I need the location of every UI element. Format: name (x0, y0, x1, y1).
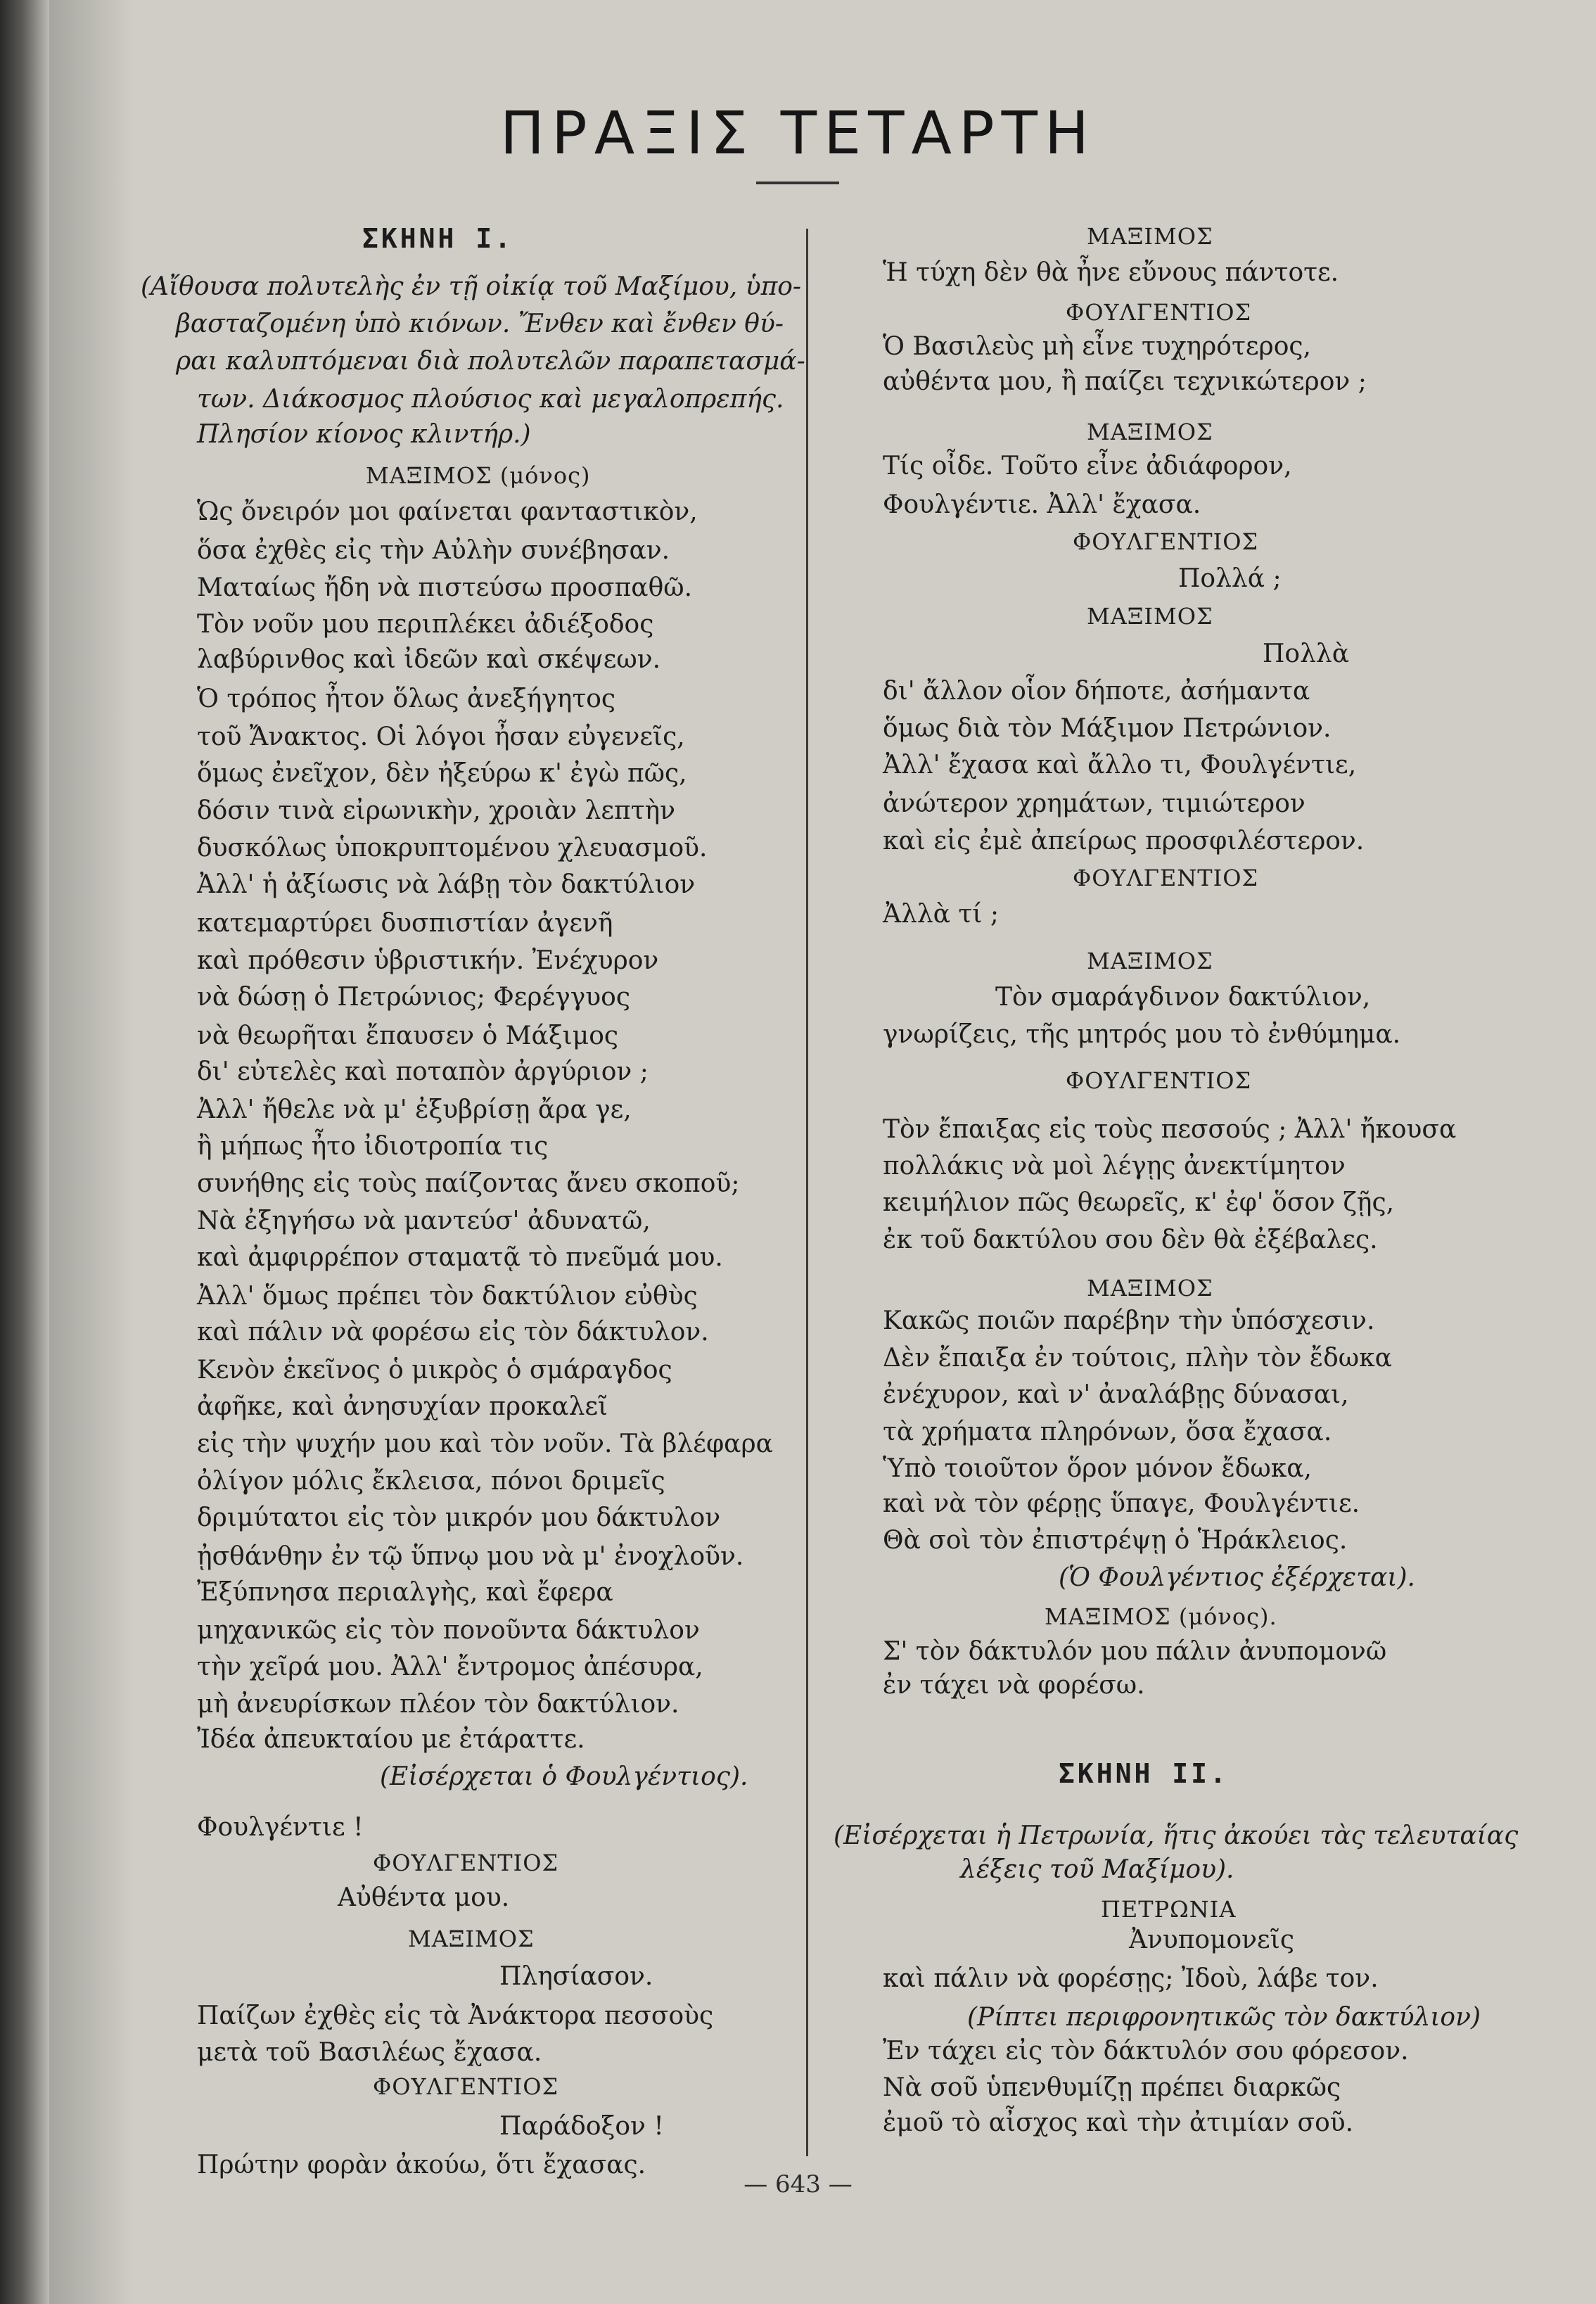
verse-line: Νὰ σοῦ ὑπενθυμίζῃ πρέπει διαρκῶς (883, 2073, 1341, 2102)
verse-line: Ἐξύπνησα περιαλγὴς, καὶ ἔφερα (197, 1578, 613, 1607)
verse-line: Ματαίως ἤδη νὰ πιστεύσω προσπαθῶ. (197, 573, 693, 602)
speaker-name: ΜΑΞΙΜΟΣ (1087, 223, 1213, 250)
verse-line: ἐν τάχει νὰ φορέσω. (883, 1671, 1145, 1700)
speaker-name: ΜΑΞΙΜΟΣ (1087, 419, 1213, 445)
verse-line: Ἀλλ' ἔχασα καὶ ἄλλο τι, Φουλγέντιε, (883, 751, 1357, 779)
verse-line: Ἀλλὰ τί ; (883, 900, 999, 929)
verse-line: Τὸν σμαράγδινον δακτύλιον, (995, 983, 1371, 1012)
speaker-name: ΜΑΞΙΜΟΣ (1087, 948, 1213, 974)
speaker-name: ΦΟΥΛΓΕΝΤΙΟΣ (1066, 1067, 1252, 1094)
verse-line: Τίς οἶδε. Τοῦτο εἶνε ἀδιάφορον, (883, 452, 1292, 480)
verse-line: καὶ νὰ τὸν φέρῃς ὕπαγε, Φουλγέντιε. (883, 1489, 1360, 1518)
verse-line: γνωρίζεις, τῆς μητρός μου τὸ ἐνθύμημα. (883, 1020, 1401, 1049)
speaker-name: ΦΟΥΛΓΕΝΤΙΟΣ (1073, 528, 1259, 555)
speaker-name: ΦΟΥΛΓΕΝΤΙΟΣ (373, 2073, 559, 2100)
verse-line: ἐκ τοῦ δακτύλου σου δὲν θὰ ἐξέβαλες. (883, 1226, 1378, 1254)
book-spine (0, 0, 49, 2304)
verse-line: Ὁ τρόπος ἦτον ὅλως ἀνεξήγητος (197, 685, 616, 713)
stage-direction: των. Διάκοσμος πλούσιος καὶ μεγαλοπρεπής. (197, 385, 784, 414)
verse-line: Ὡς ὄνειρόν μοι φαίνεται φανταστικὸν, (197, 497, 698, 526)
verse-line: ἐμοῦ τὸ αἶσχος καὶ τὴν ἀτιμίαν σοῦ. (883, 2108, 1354, 2137)
scene-heading: ΣΚΗΝΗ ΙΙ. (1059, 1758, 1229, 1789)
verse-line: Παράδοξον ! (499, 2112, 664, 2141)
verse-line: Πολλά ; (1178, 564, 1282, 593)
verse-line: καὶ ἀμφιρρέπον σταματᾷ τὸ πνεῦμά μου. (197, 1243, 723, 1272)
verse-line: Σ' τὸν δάκτυλόν μου πάλιν ἀνυπομονῶ (883, 1637, 1387, 1666)
verse-line: ᾐσθάνθην ἐν τῷ ὕπνῳ μου νὰ μ' ἐνοχλοῦν. (197, 1542, 744, 1571)
verse-line: Ἀνυπομονεῖς (1129, 1926, 1294, 1954)
verse-line: Νὰ ἐξηγήσω νὰ μαντεύσ' ἀδυνατῶ, (197, 1207, 651, 1235)
verse-line: μηχανικῶς εἰς τὸν πονοῦντα δάκτυλον (197, 1616, 700, 1645)
verse-line: δι' εὐτελὲς καὶ ποταπὸν ἀργύριον ; (197, 1057, 649, 1086)
verse-line: μετὰ τοῦ Βασιλέως ἔχασα. (197, 2038, 542, 2067)
verse-line: Θὰ σοὶ τὸν ἐπιστρέψῃ ὁ Ἡράκλειος. (883, 1526, 1348, 1555)
verse-line: ὀλίγον μόλις ἔκλεισα, πόνοι δριμεῖς (197, 1467, 665, 1496)
verse-line: τοῦ Ἄνακτος. Οἱ λόγοι ἦσαν εὐγενεῖς, (197, 723, 685, 751)
stage-direction: βασταζομένη ὑπὸ κιόνων. Ἔνθεν καὶ ἔνθεν θύ- (176, 310, 784, 338)
verse-line: Ἀλλ' ὅμως πρέπει τὸν δακτύλιον εὐθὺς (197, 1282, 698, 1311)
speaker-name: ΦΟΥΛΓΕΝΤΙΟΣ (373, 1850, 559, 1876)
stage-direction: (Εἰσέρχεται ἡ Πετρωνία, ἥτις ἀκούει τὰς τελευταίας (834, 1821, 1519, 1850)
verse-line: κειμήλιον πῶς θεωρεῖς, κ' ἐφ' ὅσον ζῇς, (883, 1188, 1395, 1217)
verse-line: Κενὸν ἐκεῖνος ὁ μικρὸς ὁ σμάραγδος (197, 1356, 672, 1385)
speaker-name: ΦΟΥΛΓΕΝΤΙΟΣ (1073, 865, 1259, 891)
verse-line: ὅμως διὰ τὸν Μάξιμον Πετρώνιον. (883, 714, 1332, 743)
verse-line: ἢ μήπως ἦτο ἰδιοτροπία τις (197, 1132, 549, 1161)
verse-line: δριμύτατοι εἰς τὸν μικρόν μου δάκτυλον (197, 1503, 721, 1532)
column-divider (806, 229, 808, 2156)
stage-direction: (Ὁ Φουλγέντιος ἐξέρχεται). (1059, 1563, 1415, 1592)
page-number: — 643 — (743, 2170, 853, 2198)
verse-line: Πρώτην φορὰν ἀκούω, ὅτι ἔχασας. (197, 2151, 646, 2179)
stage-direction: ραι καλυπτόμεναι διὰ πολυτελῶν παραπετασμά- (176, 347, 805, 376)
speaker-name: ΜΑΞΙΜΟΣ (1087, 603, 1213, 630)
stage-direction: λέξεις τοῦ Μαξίμου). (960, 1855, 1234, 1884)
verse-line: εἰς τὴν ψυχήν μου καὶ τὸν νοῦν. Τὰ βλέφαρα (197, 1430, 773, 1458)
verse-line: ἐνέχυρον, καὶ ν' ἀναλάβῃς δύνασαι, (883, 1380, 1349, 1409)
verse-line: καὶ πρόθεσιν ὑβριστικήν. Ἐνέχυρον (197, 946, 659, 975)
verse-line: Φουλγέντιε ! (197, 1813, 364, 1842)
verse-line: ἀφῆκε, καὶ ἀνησυχίαν προκαλεῖ (197, 1392, 608, 1421)
verse-line: Ὁ Βασιλεὺς μὴ εἶνε τυχηρότερος, (883, 332, 1311, 361)
verse-line: ὅσα ἐχθὲς εἰς τὴν Αὐλὴν συνέβησαν. (197, 536, 670, 565)
verse-line: νὰ δώσῃ ὁ Πετρώνιος; Φερέγγυος (197, 983, 630, 1012)
verse-line: συνήθης εἰς τοὺς παίζοντας ἄνευ σκοποῦ; (197, 1169, 740, 1198)
scene-heading: ΣΚΗΝΗ Ι. (362, 223, 514, 254)
verse-line: Πλησίασον. (499, 1962, 653, 1991)
verse-line: καὶ πάλιν νὰ φορέσω εἰς τὸν δάκτυλον. (197, 1318, 709, 1347)
verse-line: καὶ εἰς ἐμὲ ἀπείρως προσφιλέστερον. (883, 827, 1365, 855)
verse-line: Παίζων ἐχθὲς εἰς τὰ Ἀνάκτορα πεσσοὺς (197, 2001, 714, 2030)
verse-line: ὅμως ἐνεῖχον, δὲν ἠξεύρω κ' ἐγὼ πῶς, (197, 759, 687, 788)
verse-line: πολλάκις νὰ μοὶ λέγῃς ἀνεκτίμητον (883, 1152, 1346, 1180)
verse-line: τὰ χρήματα πληρόνων, ὅσα ἔχασα. (883, 1418, 1332, 1446)
speaker-name: ΜΑΞΙΜΟΣ (μόνος) (366, 462, 591, 489)
verse-line: λαβύρινθος καὶ ἰδεῶν καὶ σκέψεων. (197, 645, 661, 674)
verse-line: Ἰδέα ἀπευκταίου με ἐτάραττε. (197, 1725, 585, 1754)
act-title: ΠΡΑΞΙΣ ΤΕΤΑΡΤΗ (499, 98, 1097, 167)
verse-line: Πολλὰ (1263, 639, 1350, 668)
verse-line: καὶ πάλιν νὰ φορέσῃς; Ἰδοὺ, λάβε τον. (883, 1964, 1379, 1993)
title-rule (756, 182, 839, 184)
verse-line: Ἀλλ' ἡ ἀξίωσις νὰ λάβῃ τὸν δακτύλιον (197, 870, 696, 899)
verse-line: Ἐν τάχει εἰς τὸν δάκτυλόν σου φόρεσον. (883, 2037, 1409, 2066)
speaker-name: ΠΕΤΡΩΝΙΑ (1101, 1896, 1237, 1923)
verse-line: μὴ ἀνευρίσκων πλέον τὸν δακτύλιον. (197, 1690, 679, 1719)
stage-direction: (Εἰσέρχεται ὁ Φουλγέντιος). (380, 1762, 748, 1791)
verse-line: Αὐθέντα μου. (338, 1883, 510, 1912)
verse-line: Κακῶς ποιῶν παρέβην τὴν ὑπόσχεσιν. (883, 1306, 1375, 1335)
page-gutter-shadow (49, 0, 134, 2304)
verse-line: δόσιν τινὰ εἰρωνικὴν, χροιὰν λεπτὴν (197, 796, 676, 825)
verse-line: Φουλγέντιε. Ἀλλ' ἔχασα. (883, 490, 1201, 519)
verse-line: Τὸν ἔπαιξας εἰς τοὺς πεσσούς ; Ἀλλ' ἤκουσα (883, 1115, 1457, 1144)
verse-line: αὐθέντα μου, ἢ παίζει τεχνικώτερον ; (883, 367, 1367, 396)
speaker-name: ΜΑΞΙΜΟΣ (μόνος). (1045, 1603, 1277, 1630)
verse-line: κατεμαρτύρει δυσπιστίαν ἀγενῆ (197, 909, 613, 938)
verse-line: Ὑπὸ τοιοῦτον ὅρον μόνον ἔδωκα, (883, 1454, 1312, 1483)
speaker-name: ΜΑΞΙΜΟΣ (1087, 1275, 1213, 1301)
verse-line: Δὲν ἔπαιξα ἐν τούτοις, πλὴν τὸν ἔδωκα (883, 1344, 1392, 1373)
stage-direction: (Ρίπτει περιφρονητικῶς τὸν δακτύλιον) (967, 2003, 1481, 2032)
verse-line: νὰ θεωρῆται ἔπαυσεν ὁ Μάξιμος (197, 1021, 619, 1050)
speaker-name: ΦΟΥΛΓΕΝΤΙΟΣ (1066, 299, 1252, 326)
stage-direction: (Αἴθουσα πολυτελὴς ἐν τῇ οἰκίᾳ τοῦ Μαξίμου, ὑπο- (141, 272, 802, 301)
speaker-name: ΜΑΞΙΜΟΣ (408, 1926, 535, 1952)
verse-line: Τὸν νοῦν μου περιπλέκει ἀδιέξοδος (197, 610, 654, 639)
stage-direction: Πλησίον κίονος κλιντήρ.) (197, 420, 531, 449)
verse-line: Ἡ τύχη δὲν θὰ ἦνε εὔνους πάντοτε. (883, 258, 1339, 287)
verse-line: τὴν χεῖρά μου. Ἀλλ' ἔντρομος ἀπέσυρα, (197, 1653, 703, 1681)
verse-line: ἀνώτερον χρημάτων, τιμιώτερον (883, 789, 1305, 818)
verse-line: δι' ἄλλον οἷον δήποτε, ἀσήμαντα (883, 677, 1310, 706)
verse-line: δυσκόλως ὑποκρυπτομένου χλευασμοῦ. (197, 834, 708, 863)
verse-line: Ἀλλ' ἤθελε νὰ μ' ἐξυβρίσῃ ἄρα γε, (197, 1095, 632, 1124)
